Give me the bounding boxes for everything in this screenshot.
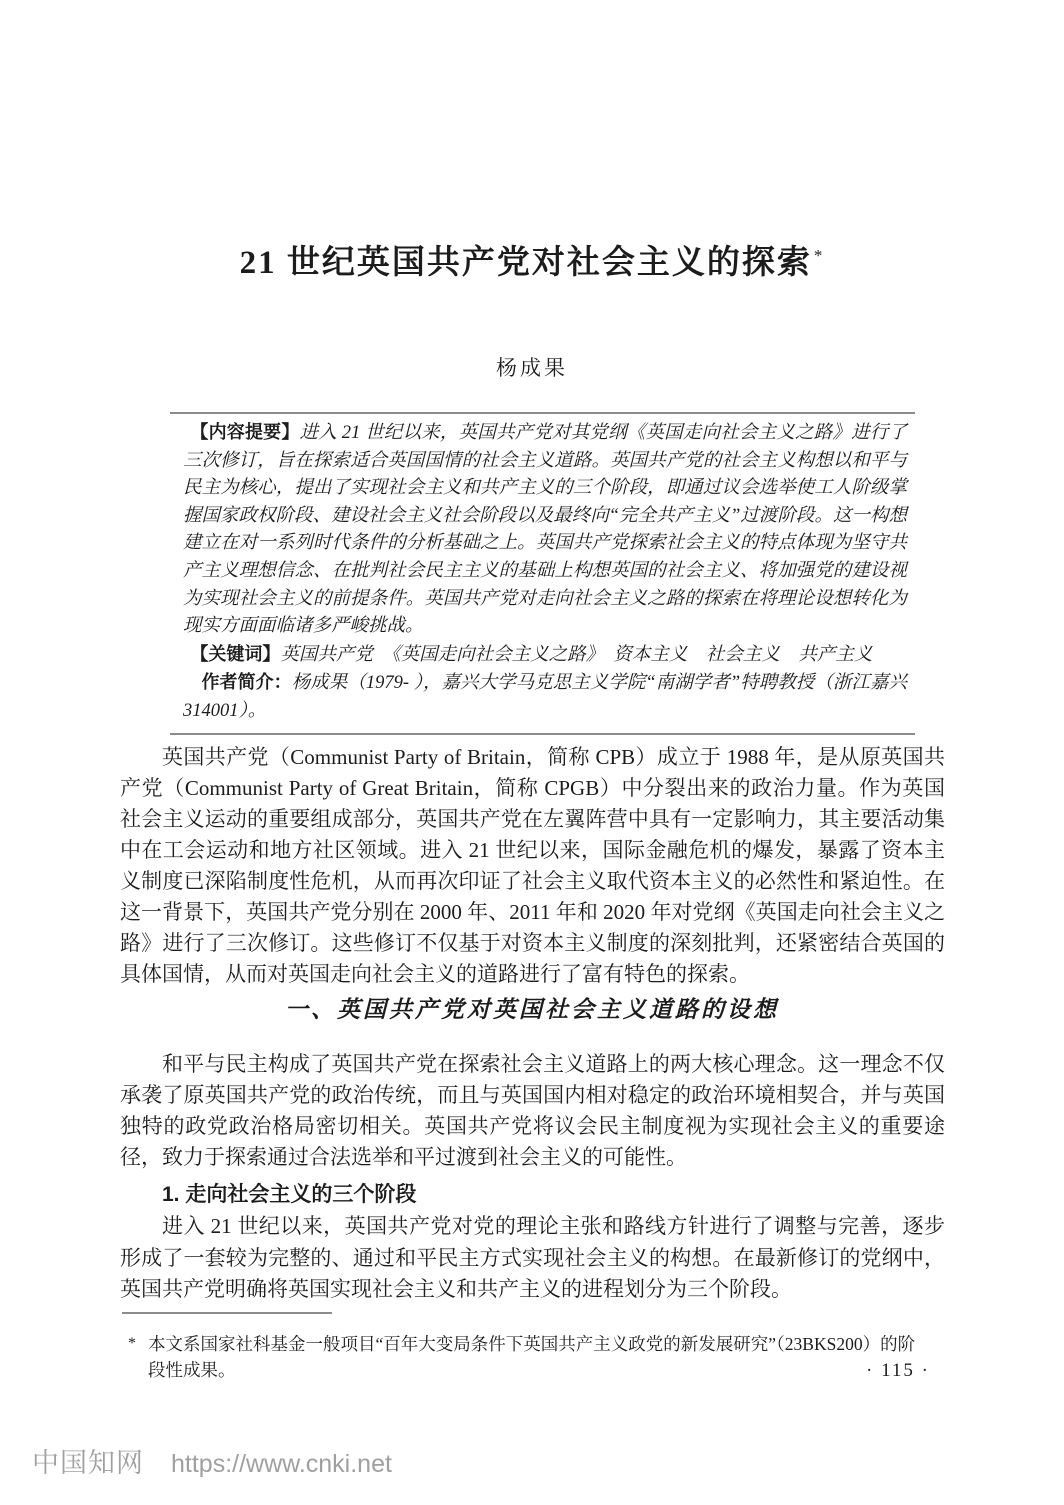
keywords-line <box>183 641 907 670</box>
abstract-paragraph <box>183 419 907 641</box>
footnote-text: 本文系国家社科基金一般项目“百年大变局条件下英国共产主义政党的新发展研究”（23BKS200）的阶段性成果。 <box>148 1334 916 1380</box>
subsection-block <box>120 1179 945 1306</box>
footnote-divider <box>122 1312 332 1314</box>
body-paragraph-2: 和平与民主构成了英国共产党在探索社会主义道路上的两大核心理念。这一理念不仅承袭了原英国共产党的政治传统，而且与英国国内相对稳定的政治环境相契合，并与英国独特的政党政治格局密切相关。英国共产党将议会民主制度视为实现社会主义的重要途径，致力于探索通过合法选举和平过渡到社会主义的可能性。 <box>120 1052 945 1169</box>
keywords-list: 英国共产党 《英国走向社会主义之路》 资本主义 社会主义 共产主义 <box>280 644 873 665</box>
abstract-text: 进入 21 世纪以来，英国共产党对其党纲《英国走向社会主义之路》进行了三次修订，旨在探索适合英国国情的社会主义道路。英国共产党的社会主义构想以和平与民主为核心，提出了实现社会主义和共产主义的三个阶段，即通过议会选举使工人阶级掌握国家政权阶段、建设社会主义社会阶段以及最终向“完全共产主义”过渡阶段。这一构想建立在对一系列时代条件的分析基础之上。英国共产党探索社会主义的特点体现为坚守共产主义理想信念、在批判社会民主主义的基础上构想英国的社会主义、将加强党的建设视为实现社会主义的前提条件。英国共产党对走向社会主义之路的探索在将理论设想转化为现实方面面临诸多严峻挑战。 <box>183 423 907 637</box>
body-paragraph-3: 进入 21 世纪以来，英国共产党对党的理论主张和路线方针进行了调整与完善，逐步形成了一套较为完整的、通过和平民主方式实现社会主义的构想。在最新修订的党纲中，英国共产党明确将英国实现社会主义和共产主义的进程划分为三个阶段。 <box>120 1214 945 1301</box>
subsection-heading-1: 1. 走向社会主义的三个阶段 <box>162 1183 417 1206</box>
footnote <box>128 1331 928 1383</box>
abstract-label: 【内容提要】 <box>190 422 300 442</box>
page-title-text: 21 世纪英国共产党对社会主义的探索 <box>239 245 812 281</box>
abstract-box <box>170 412 915 735</box>
cnki-site-name: 中国知网 <box>32 1448 144 1478</box>
keywords-label: 【关键词】 <box>190 643 281 664</box>
author-name: 杨成果 <box>496 356 568 380</box>
body-paragraph-1: 英国共产党（Communist Party of Britain，简称 CPB）成立于 1988 年，是从原英国共产党（Communist Party of Great Britain，简称 CPGB）中分裂出来的政治力量。作为英国社会主义运动的重要组成部分，英国共产党在左翼阵营中具有一定影响力，其主要活动集中在工会运动和地方社区领域。进入 21 世纪以来，国际金融危机的爆发，暴露了资本主义制度已深陷制度性危机，从而再次印证了社会主义取代资本主义的必然性和紧迫性。在这一背景下，英国共产党分别在 2000 年、2011 年和 2020 年对党纲《英国走向社会主义之路》进行了三次修订。这些修订不仅基于对资本主义制度的深刻批判，还紧密结合英国的具体国情，从而对英国走向社会主义的道路进行了富有特色的探索。 <box>120 745 945 986</box>
cnki-url: https://www.cnki.net <box>171 1450 392 1478</box>
author-bio-text: 杨成果（1979- ），嘉兴大学马克思主义学院“南湖学者”特聘教授（浙江嘉兴 314001）。 <box>183 673 907 721</box>
page-title <box>0 236 1064 283</box>
section-heading-1: 一、英国共产党对英国社会主义道路的设想 <box>285 997 779 1022</box>
title-footnote-marker: * <box>813 246 825 265</box>
footnote-marker: * <box>128 1335 136 1352</box>
page-number: · 115 · <box>866 1360 930 1381</box>
author-bio-line <box>183 669 907 725</box>
cnki-watermark <box>32 1441 392 1480</box>
author-bio-label: 作者简介： <box>201 672 292 693</box>
